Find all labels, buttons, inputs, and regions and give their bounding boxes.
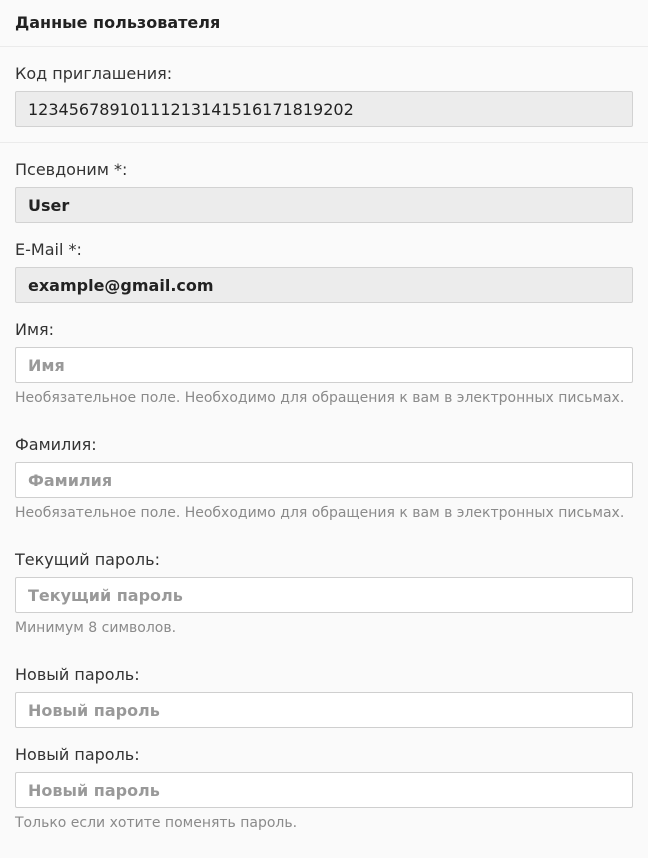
first-name-label: Имя: <box>15 320 55 339</box>
first-name-group <box>15 319 633 407</box>
new-password-repeat-group <box>15 744 633 832</box>
email-label: E-Mail *: <box>15 240 82 259</box>
new-password-label: Новый пароль: <box>15 665 140 684</box>
new-password-repeat-hint: Только если хотите поменять пароль. <box>15 815 298 831</box>
nickname-field[interactable] <box>15 187 633 223</box>
invite-code-field[interactable] <box>15 91 633 127</box>
current-password-input[interactable] <box>15 577 633 613</box>
page-title: Данные пользователя <box>15 13 221 32</box>
last-name-label: Фамилия: <box>15 435 97 454</box>
current-password-group <box>15 549 633 637</box>
new-password-repeat-label: Новый пароль: <box>15 745 140 764</box>
first-name-input[interactable] <box>15 347 633 383</box>
email-field[interactable] <box>15 267 633 303</box>
new-password-repeat-input[interactable] <box>15 772 633 808</box>
invite-section <box>0 47 648 143</box>
current-password-hint: Минимум 8 символов. <box>15 620 177 636</box>
nickname-label: Псевдоним *: <box>15 160 128 179</box>
new-password-input[interactable] <box>15 692 633 728</box>
last-name-input[interactable] <box>15 462 633 498</box>
current-password-label: Текущий пароль: <box>15 550 160 569</box>
new-password-group <box>15 664 633 728</box>
email-group <box>15 239 633 303</box>
page-header <box>0 0 648 47</box>
first-name-hint: Необязательное поле. Необходимо для обращения к вам в электронных письмах. <box>15 390 625 406</box>
last-name-hint: Необязательное поле. Необходимо для обращения к вам в электронных письмах. <box>15 505 625 521</box>
nickname-group <box>15 159 633 223</box>
invite-code-label: Код приглашения: <box>15 64 173 83</box>
last-name-group <box>15 434 633 522</box>
